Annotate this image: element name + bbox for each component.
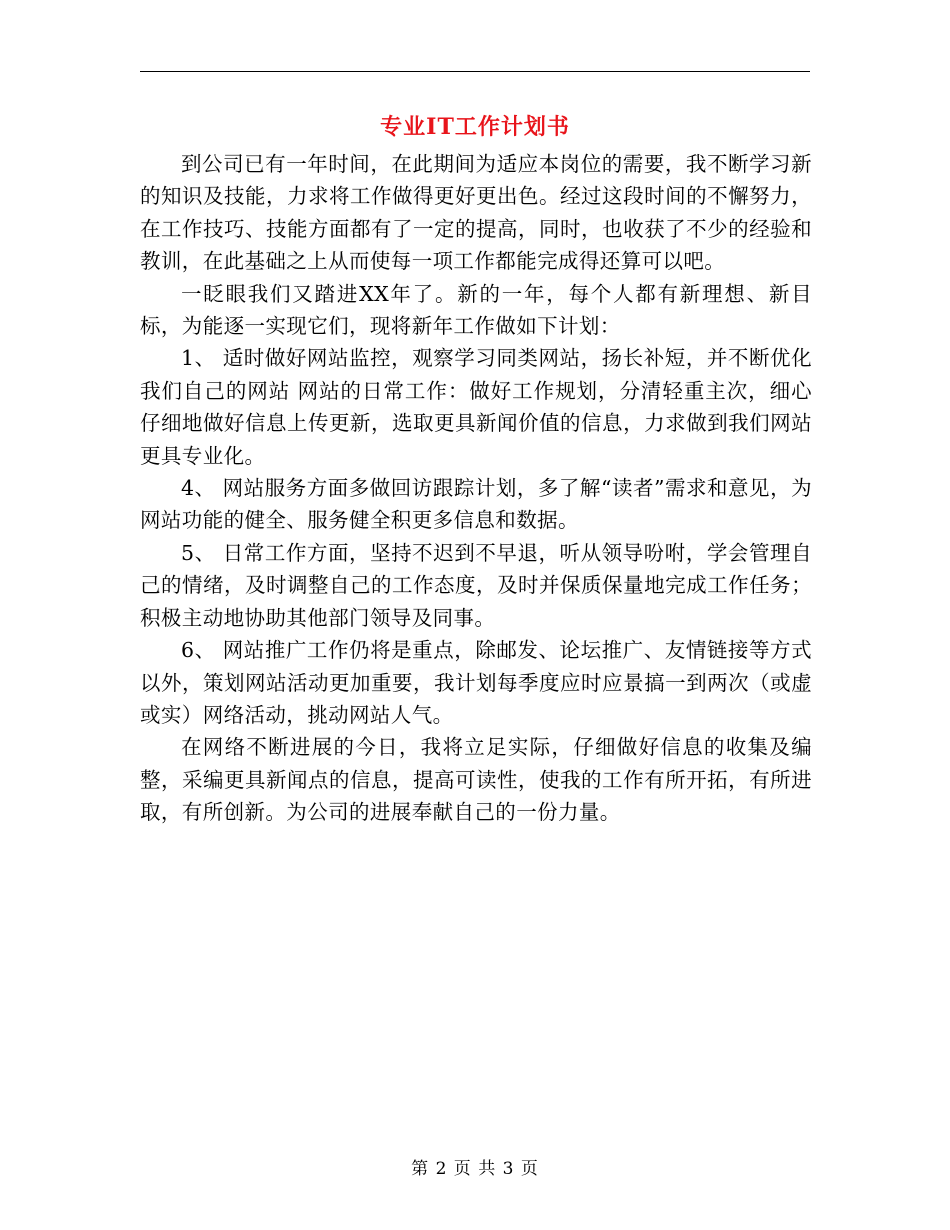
paragraph-new-year: 一眨眼我们又踏进XX年了。新的一年，每个人都有新理想、新目标，为能逐一实现它们，现将新年工作做如下计划： — [140, 281, 812, 339]
document-title: 专业IT工作计划书 — [380, 114, 570, 140]
paragraph-item-5: 5、 日常工作方面，坚持不迟到不早退，听从领导吩咐，学会管理自己的情绪，及时调整自己的工作态度，及时并保质保量地完成工作任务；积极主动地协助其他部门领导及同事。 — [140, 540, 812, 630]
paragraph-item-4: 4、 网站服务方面多做回访跟踪计划，多了解“读者”需求和意见，为网站功能的健全、服务健全积更多信息和数据。 — [140, 476, 812, 533]
document-body — [140, 148, 812, 829]
paragraph-intro: 到公司已有一年时间，在此期间为适应本岗位的需要，我不断学习新的知识及技能，力求将工作做得更好更出色。经过这段时间的不懈努力，在工作技巧、技能方面都有了一定的提高，同时，也收获了不少的经验和教训，在此基础之上从而使每一项工作都能完成得还算可以吧。 — [140, 152, 812, 274]
page-number-footer: 第 2 页 共 3 页 — [411, 1159, 539, 1179]
header-rule — [140, 71, 810, 72]
paragraph-item-1: 1、 适时做好网站监控，观察学习同类网站，扬长补短，并不断优化我们自己的网站 网站的日常工作：做好工作规划，分清轻重主次，细心仔细地做好信息上传更新，选取更具新闻价值的信息，力求做到我们网站更具专业化。 — [140, 346, 812, 468]
paragraph-item-6: 6、 网站推广工作仍将是重点，除邮发、论坛推广、友情链接等方式以外，策划网站活动更加重要，我计划每季度应时应景搞一到两次（或虚或实）网络活动，挑动网站人气。 — [140, 638, 812, 727]
paragraph-conclusion: 在网络不断进展的今日，我将立足实际，仔细做好信息的收集及编整，采编更具新闻点的信息，提高可读性，使我的工作有所开拓，有所进取，有所创新。为公司的进展奉献自己的一份力量。 — [140, 735, 812, 825]
